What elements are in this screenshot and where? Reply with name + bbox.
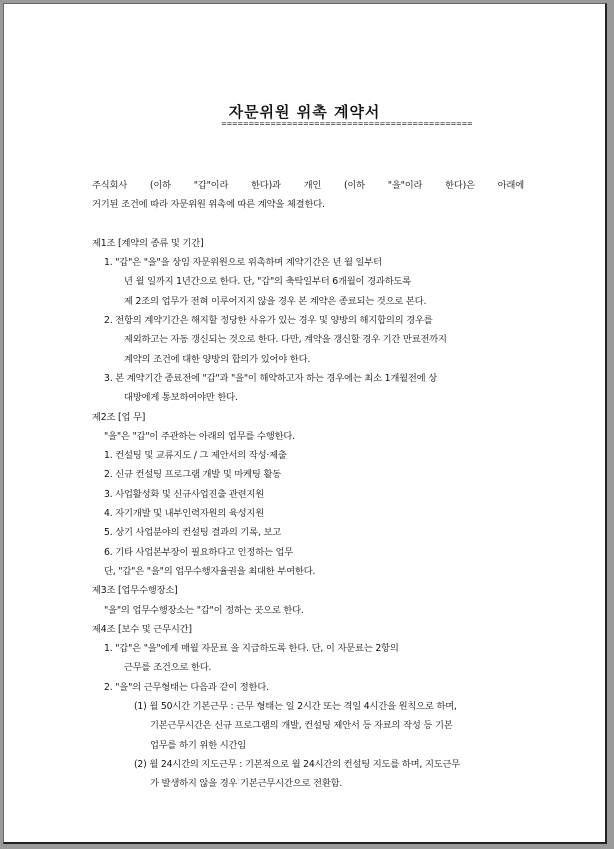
article-2-line: 1. 컨설팅 및 교류지도 / 그 제안서의 작성·제출 (104, 450, 287, 462)
article-2-line: 4. 자기개발 및 내부인력자원의 육성지원 (104, 508, 264, 520)
article-1-heading: 제1조 [계약의 종류 및 기간] (92, 237, 204, 249)
article-2-line: 2. 신규 컨설팅 프로그램 개발 및 마케팅 활동 (104, 469, 282, 481)
article-1-line: 제외하고는 자동 갱신되는 것으로 한다. 다만, 계약을 갱신할 경우 기간 만료전까지 (124, 334, 447, 346)
article-3-line: "을"의 업무수행장소는 "갑"이 정하는 곳으로 한다. (104, 604, 304, 616)
article-2-line: 6. 기타 사업본부장이 필요하다고 인정하는 업무 (104, 546, 294, 558)
article-4-line: 2. "을"의 근무형태는 다음과 같이 정한다. (104, 681, 269, 693)
document-body (92, 176, 524, 794)
article-1-line: 제 2조의 업무가 전혀 이루어지지 않을 경우 본 계약은 종료되는 것으로 본다. (124, 295, 427, 307)
article-1-line: 계약의 조건에 대한 양방의 합의가 있어야 한다. (124, 353, 311, 365)
article-4-line: 근무를 조건으로 한다. (124, 662, 212, 674)
intro-line: 주식회사 (이하 "갑"이라 한다)과 개인 (이하 "을"이라 한다)은 아래에 (92, 180, 524, 191)
title-underline: ============================================== (221, 120, 473, 128)
article-4-heading: 제4조 [보수 및 근무시간] (92, 623, 192, 635)
intro-line: 거기된 조건에 따라 자문위원 위촉에 따른 계약을 체결한다. (92, 199, 325, 211)
article-1-line: 년 월 일까지 1년간으로 한다. 단, "갑"의 축탁일부터 6개월이 경과하도록 (124, 276, 411, 288)
article-4-line: 기본근무시간은 신규 프로그램의 개발, 컨설팅 제안서 등 자료의 작성 등 기본 (150, 720, 453, 732)
article-1-line: 1. "갑"은 "을"을 상임 자문위원으로 위촉하며 계약기간은 년 월 일부터 (104, 257, 382, 269)
article-2-line: 3. 사업활성화 및 신규사업진출 관련지원 (104, 488, 264, 500)
document-title: 자문위원 위촉 계약서 (228, 103, 381, 121)
document-page (3, 3, 607, 844)
article-4-line: 1. "갑"은 "을"에게 매월 자문료 을 지급하도록 한다. 단, 이 자문료는 2항의 (104, 643, 399, 655)
article-4-line: 업무를 하기 위한 시간임 (150, 739, 247, 751)
article-2-line: 5. 상기 사업분야의 컨설팅 결과의 기록, 보고 (104, 527, 282, 539)
article-4-line: (1) 월 50시간 기본근무 : 근무 형태는 일 2시간 또는 격일 4시간을 원칙으로 하며, (134, 701, 457, 713)
article-2-heading: 제2조 [업 무] (92, 411, 146, 423)
article-4-line: 가 발생하지 않을 경우 기본근무시간으로 전환함. (150, 778, 343, 790)
article-3-heading: 제3조 [업무수행장소] (92, 585, 178, 597)
article-1-line: 3. 본 계약기간 종료전에 "갑"과 "을"이 해약하고자 하는 경우에는 최소 1개월전에 상 (104, 372, 438, 384)
article-1-line: 대방에게 통보하여야만 한다. (124, 392, 238, 404)
article-1-line: 2. 전항의 계약기간은 해지할 정당한 사유가 있는 경우 및 양방의 해지합의의 경우를 (104, 315, 433, 327)
article-2-line: "을"은 "갑"이 주관하는 아래의 업무를 수행한다. (104, 430, 295, 442)
article-4-line: (2) 월 24시간의 지도근무 : 기본적으로 월 24시간의 컨설팅 지도를 하며, 지도근무 (134, 758, 461, 770)
article-2-line: 단, "갑"은 "을"의 업무수행자율권을 최대한 부여한다. (104, 565, 316, 577)
